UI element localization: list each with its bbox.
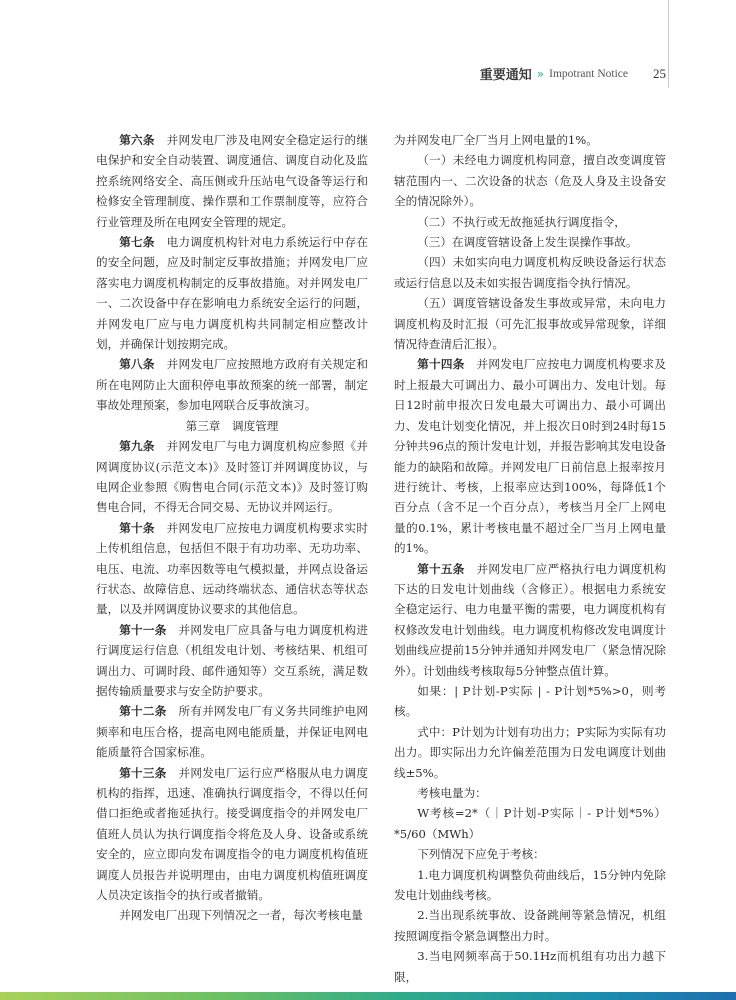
paragraph: [394, 905, 666, 946]
page-number: 25: [653, 65, 666, 81]
paragraph: [394, 232, 666, 252]
article-number: 第十二条: [119, 704, 167, 719]
paragraph: [96, 518, 368, 620]
paragraph: [96, 436, 368, 518]
paragraph: [394, 722, 666, 783]
paragraph: [394, 130, 666, 150]
paragraph-text: （一）未经电力调度机构同意，擅自改变调度管辖范围内一、二次设备的状态（危及人身及主设备安全的情况除外）。: [394, 153, 666, 209]
right-text-column: [394, 130, 666, 987]
paragraph-text: （五）调度管辖设备发生事故或异常，未向电力调度机构及时汇报（可先汇报事故或异常现象，详细情况待查清后汇报）。: [394, 296, 666, 352]
paragraph-text: W考核=2*（｜P计划-P实际｜- P计划*5%）*5/60（MWh）: [394, 806, 666, 841]
paragraph: [96, 763, 368, 906]
paragraph-text: （四）未如实向电力调度机构反映设备运行状态或运行信息以及未如实报告调度指令执行情况。: [394, 255, 666, 290]
chapter-heading: 第三章 调度管理: [185, 418, 279, 433]
paragraph-text: 并网发电厂应按照地方政府有关规定和所在电网防止大面积停电事故预案的统一部署，制定事故处理预案，参加电网联合反事故演习。: [96, 357, 368, 413]
article-number: 第六条: [119, 133, 155, 147]
paragraph-text: 并网发电厂应严格执行电力调度机构下达的日发电计划曲线（含修正）。根据电力系统安全稳定运行、电力电量平衡的需要，电力调度机构有权修改发电计划曲线。电力调度机构修改发电调度计划曲线应提前15分钟并通知并网发电厂（紧急情况除外）。计划曲线考核取每5分钟整点值计算。: [394, 561, 666, 678]
paragraph: [394, 559, 666, 681]
footer-gradient-bar: [0, 992, 736, 1000]
paragraph: [394, 803, 666, 844]
paragraph-text: 并网发电厂应按电力调度机构要求及时上报最大可调出力、最小可调出力、发电计划。每日12时前申报次日发电最大可调出力、最小可调出力、发电计划变化情况，并上报次日0时到24时每15分钟共96点的预计发电计划，并报告影响其发电设备能力的缺陷和故障。并网发电厂日前信息上报率按月进行统计、考核，上报率应达到100%，每降低1个百分点（含不足一个百分点），考核当月全厂上网电量的0.1%，累计考核电量不超过全厂当月上网电量的1%。: [394, 357, 666, 556]
paragraph: [394, 844, 666, 864]
paragraph-text: 并网发电厂应按电力调度机构要求实时上传机组信息，包括但不限于有功功率、无功功率、电压、电流、功率因数等电气模拟量，并网点设备运行状态、故障信息、远动终端状态、通信状态等状态量，以及并网调度协议要求的其他信息。: [96, 520, 368, 617]
article-number: 第十四条: [417, 357, 465, 372]
paragraph-text: 并网发电厂与电力调度机构应参照《并网调度协议(示范文本)》及时签订并网调度协议，与电网企业参照《购售电合同(示范文本)》及时签订购售电合同，不得无合同交易、无协议并网运行。: [96, 439, 368, 515]
paragraph: [394, 946, 666, 987]
paragraph-text: 1.电力调度机构调整负荷曲线后，15分钟内免除发电计划曲线考核。: [394, 867, 666, 903]
paragraph: [394, 212, 666, 232]
paragraph: [96, 905, 368, 925]
paragraph: [394, 354, 666, 558]
paragraph: [394, 783, 666, 803]
paragraph-text: （二）不执行或无故拖延执行调度指令，: [417, 214, 626, 229]
paragraph: [394, 681, 666, 722]
paragraph-text: 并网发电厂运行应严格服从电力调度机构的指挥，迅速、准确执行调度指令，不得以任何借口拒绝或者拖延执行。接受调度指令的并网发电厂值班人员认为执行调度指令将危及人身、设备或系统安全的，应立即向发布调度指令的电力调度机构值班调度人员报告并说明理由，由电力调度机构值班调度人员决定该指令的执行或者撤销。: [96, 765, 368, 903]
article-number: 第七条: [119, 235, 155, 250]
paragraph-text: 下列情况下应免于考核：: [417, 847, 545, 862]
double-chevron-icon: »: [536, 66, 545, 81]
paragraph-text: 3.当电网频率高于50.1Hz而机组有功出力越下限，: [394, 949, 666, 984]
paragraph: [96, 130, 368, 232]
paragraph-text: 并网发电厂应具备与电力调度机构进行调度运行信息（机组发电计划、考核结果、机组可调出力、可调时段、邮件通知等）交互系统，满足数据传输质量要求与安全防护要求。: [96, 622, 368, 698]
section-title: 重要通知: [479, 68, 532, 83]
article-number: 第十五条: [417, 561, 465, 576]
section-title-en: Impotrant Notice: [549, 67, 628, 80]
paragraph-text: 并网发电厂出现下列情况之一者，每次考核电量: [119, 908, 363, 923]
article-number: 第八条: [119, 357, 155, 372]
left-text-column: [96, 130, 368, 926]
paragraph: [96, 232, 368, 354]
paragraph: [394, 293, 666, 354]
article-number: 第十条: [119, 520, 155, 535]
paragraph: [96, 354, 368, 415]
paragraph-text: 如果：| P计划-P实际 | - P计划*5%>0，则考核。: [394, 683, 666, 719]
paragraph-text: 并网发电厂涉及电网安全稳定运行的继电保护和安全自动装置、调度通信、调度自动化及监控系统网络安全、高压侧或升压站电气设备等运行和检修安全管理制度、操作票和工作票制度等，应符合行业管理及所在电网安全管理的规定。: [96, 133, 368, 229]
article-number: 第九条: [119, 439, 155, 454]
article-number: 第十三条: [119, 765, 167, 780]
paragraph-text: （三）在调度管辖设备上发生误操作事故。: [417, 235, 638, 250]
paragraph-text: 电力调度机构针对电力系统运行中存在的安全问题，应及时制定反事故措施；并网发电厂应落实电力调度机构制定的反事故措施。对并网发电厂一、二次设备中存在影响电力系统安全运行的问题，并网发电厂应与电力调度机构共同制定相应整改计划，并确保计划按期完成。: [96, 235, 368, 352]
page-header: [480, 64, 666, 83]
paragraph: [96, 620, 368, 702]
article-number: 第十一条: [119, 622, 167, 637]
paragraph-text: 为并网发电厂全厂当月上网电量的1%。: [394, 133, 598, 147]
paragraph-text: 考核电量为：: [417, 786, 487, 800]
paragraph-text: 所有并网发电厂有义务共同维护电网频率和电压合格，提高电网电能质量，并保证电网电能质量符合国家标准。: [96, 704, 368, 760]
paragraph-text: 式中：P计划为计划有功出力；P实际为实际有功出力。即实际出力允许偏差范围为日发电调度计划曲线±5%。: [394, 724, 666, 780]
paragraph: [96, 701, 368, 762]
paragraph-text: 2.当出现系统事故、设备跳闸等紧急情况，机组按照调度指令紧急调整出力时。: [394, 908, 666, 943]
header-divider-line: [668, 0, 669, 88]
paragraph: [394, 252, 666, 293]
paragraph: [394, 150, 666, 211]
paragraph: [394, 865, 666, 906]
